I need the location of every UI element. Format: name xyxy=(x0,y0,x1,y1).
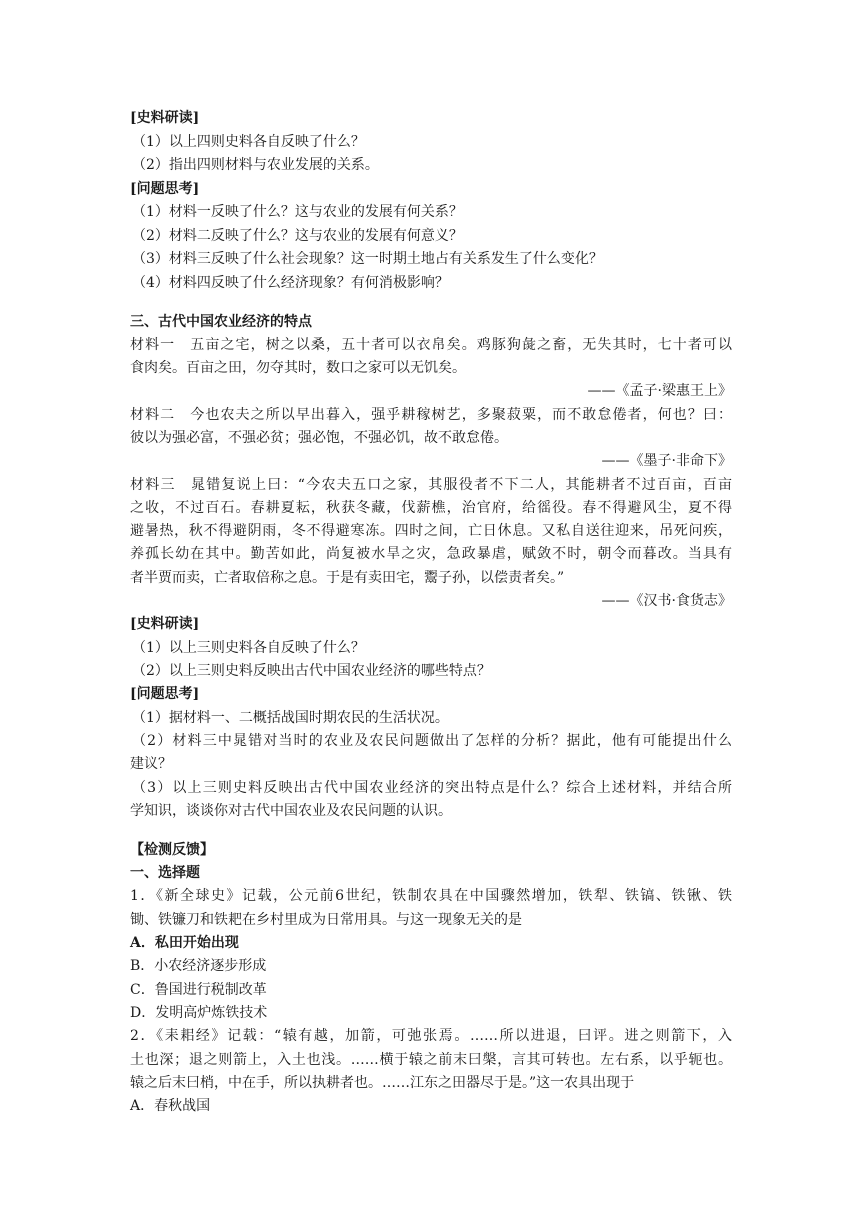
document-page xyxy=(130,0,732,1216)
material-1-source: ——《孟子·梁惠王上》 xyxy=(587,383,732,399)
think-question: 建议？ xyxy=(130,756,172,772)
study-question: （2）以上三则史料反映出古代中国农业经济的哪些特点？ xyxy=(132,663,491,679)
think-heading: [问题思考] xyxy=(130,686,200,702)
question-1-stem: 锄、铁镰刀和铁耙在乡村里成为日常用具。与这一现象无关的是 xyxy=(130,912,522,928)
think-question: （1）材料一反映了什么？这与农业的发展有何关系？ xyxy=(132,204,463,220)
study-heading: [史料研读] xyxy=(130,616,200,632)
think-heading: [问题思考] xyxy=(130,181,200,197)
section-title: 三、古代中国农业经济的特点 xyxy=(130,314,312,330)
material-2-line: 材料二 今也农夫之所以早出暮入，强乎耕稼树艺，多聚菽粟，而不敢怠倦者，何也？曰： xyxy=(130,407,732,423)
question-2-option: A．春秋战国 xyxy=(130,1098,211,1114)
feedback-title: 【检测反馈】 xyxy=(130,842,214,858)
think-question: （4）材料四反映了什么经济现象？有何消极影响？ xyxy=(132,275,449,291)
study-question: （1）以上四则史料各自反映了什么？ xyxy=(132,134,365,150)
question-1-option: B．小农经济逐步形成 xyxy=(130,958,267,974)
think-question: （3）以上三则史料反映出古代中国农业经济的突出特点是什么？综合上述材料，并结合所 xyxy=(132,780,732,796)
material-1-line: 食肉矣。百亩之田，勿夺其时，数口之家可以无饥矣。 xyxy=(130,360,466,376)
material-2-line: 彼以为强必富，不强必贫；强必饱，不强必饥，故不敢怠倦。 xyxy=(130,430,508,446)
think-question: 学知识，谈谈你对古代中国农业及农民问题的认识。 xyxy=(130,803,452,819)
material-1-line: 材料一 五亩之宅，树之以桑，五十者可以衣帛矣。鸡豚狗彘之畜，无失其时，七十者可以 xyxy=(130,337,732,353)
think-question: （3）材料三反映了什么社会现象？这一时期土地占有关系发生了什么变化？ xyxy=(132,251,603,267)
material-2-source: ——《墨子·非命下》 xyxy=(601,453,732,469)
question-type-heading: 一、选择题 xyxy=(130,865,200,881)
material-3-line: 养孤长幼在其中。勤苦如此，尚复被水旱之灾，急政暴虐，赋敛不时，朝令而暮改。当具有 xyxy=(130,546,732,562)
think-question: （1）据材料一、二概括战国时期农民的生活状况。 xyxy=(132,710,449,726)
think-question: （2）材料三中晁错对当时的农业及农民问题做出了怎样的分析？据此，他有可能提出什么 xyxy=(132,733,732,749)
material-3-line: 避暑热，秋不得避阴雨，冬不得避寒冻。四时之间，亡日休息。又私自送往迎来，吊死问疾， xyxy=(130,523,732,539)
study-heading: [史料研读] xyxy=(130,110,200,126)
material-3-line: 者半贾而卖，亡者取倍称之息。于是有卖田宅，鬻子孙，以偿责者矣。” xyxy=(130,570,565,586)
question-2-stem: 土也深；退之则箭上，入土也浅。……横于辕之前末曰槃，言其可转也。左右系，以乎轭也。 xyxy=(130,1052,732,1068)
material-3-line: 之收，不过百石。春耕夏耘，秋获冬藏，伐薪樵，治官府，给徭役。春不得避风尘，夏不得 xyxy=(130,500,732,516)
material-3-line: 材料三 晁错复说上曰：“今农夫五口之家，其服役者不下二人，其能耕者不过百亩，百亩 xyxy=(130,477,732,493)
study-question: （1）以上三则史料各自反映了什么？ xyxy=(132,640,365,656)
question-1-option: D．发明高炉炼铁技术 xyxy=(130,1005,268,1021)
question-1-stem: 1．《新全球史》记载，公元前6世纪，铁制农具在中国骤然增加，铁犁、铁镐、铁锹、铁 xyxy=(130,888,732,904)
question-2-stem: 2．《耒耜经》记载：“辕有越，加箭，可弛张焉。……所以进退，曰评。进之则箭下，入 xyxy=(130,1028,732,1044)
study-question: （2）指出四则材料与农业发展的关系。 xyxy=(132,157,379,173)
think-question: （2）材料二反映了什么？这与农业的发展有何意义？ xyxy=(132,228,463,244)
material-3-source: ——《汉书·食货志》 xyxy=(601,593,732,609)
question-1-option: A．私田开始出现 xyxy=(130,935,239,951)
question-2-stem: 辕之后末曰梢，中在手，所以执耕者也。……江东之田器尽于是。”这一农具出现于 xyxy=(130,1075,635,1091)
question-1-option: C．鲁国进行税制改革 xyxy=(130,982,267,998)
